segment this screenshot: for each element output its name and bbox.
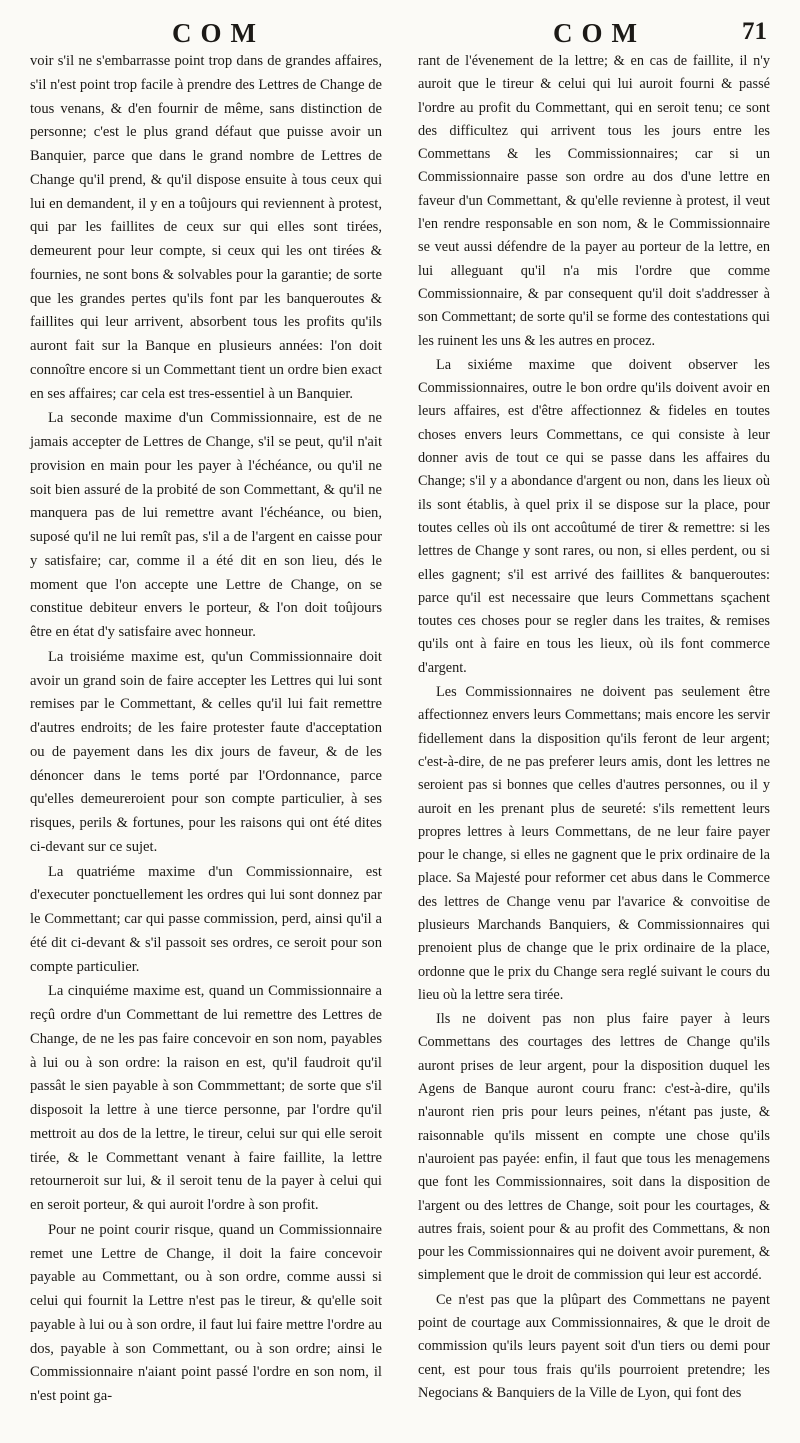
right-column: [418, 50, 770, 1405]
paragraph: Pour ne point courir risque, quand un Commissionnaire remet une Lettre de Change, il doit la faire concevoir payable au Commettant, ou à son ordre, comme aussi si celui qui fournit la Lettre n'est pas le tireur, & qu'elle soit payable à lui ou à son ordre, il faut lui faire mettre l'ordre au dos, payable à son Commettant, ou à son ordre; ainsi le Commissionnaire n'aiant point passé l'ordre en son nom, il n'est point ga-: [30, 1221, 382, 1404]
paragraph: Les Commissionnaires ne doivent pas seulement être affectionnez envers leurs Commettans; mais encore les servir fidellement dans la disposition qu'ils feront de leur argent; c'est-à-dire, de ne pas preferer leurs amis, dont les lettres ne seroient pas si bonnes que celles d'autres personnes, ou il y auroit en les prenant plus de seureté: s'ils remettent leurs propres lettres à leurs Commettans, de ne leur faire payer pour le change, si elles ne gagnent que le prix ordinaire de la place. Sa Majesté pour reformer cet abus dans le Commerce des lettres de Change venu par l'avarice & convoitise de plusieurs Marchands Banquiers, & Commissionnaires qui prenoient plus de change que le prix ordinaire de la place, ordonne que le prix du Change sera reglé suivant le cours du lieu où la lettre sera tirée.: [418, 684, 770, 1003]
running-head: [0, 18, 800, 54]
paragraph: voir s'il ne s'embarrasse point trop dans de grandes affaires, s'il n'est point trop facile à prendre des Lettres de Change de tous venans, & d'en fournir de même, sans distinction de personne; c'est le plus grand défaut que puisse avoir un Banquier, parce que dans le grand nombre de Lettres de Change qu'il prend, & qu'il dispose ensuite à tous ceux qui lui en demandent, il y en a toûjours qui reviennent à protest, qui par les faillites de ceux sur qui elles sont tirées, demeurent pour leur compte, si ceux qui les ont tirées & fournies, ne sont bons & solvables pour la garantie; de sorte que les grandes pertes qu'ils font par les banqueroutes & faillites qui leur arrivent, absorbent tous les profits qu'ils auront fait sur la Banque en plusieurs années: l'on doit connoître encore si un Commettant tient un ordre bien exact en ses affaires; car cela est tres-essentiel à un Banquier.: [30, 53, 382, 402]
paragraph: La troisiéme maxime est, qu'un Commissionnaire doit avoir un grand soin de faire accepter les Lettres qui lui sont remises par le Commettant, & celles qu'il lui fait remettre d'autres endroits; de les faire protester faute d'acceptation ou de payement dans les dix jours de faveur, & de les dénoncer dans le tems porté par l'Ordonnance, parce qu'elles demeureroient pour son compte particulier, à ses risques, perils & fortunes, pour les raisons qui ont été dites ci-devant sur ce sujet.: [30, 648, 382, 855]
paragraph: Ce n'est pas que la plûpart des Commettans ne payent point de courtage aux Commissionnaires, & que le droit de commission qu'ils leurs payent soit d'un tiers ou demi pour cent, est pour tous frais qu'ils pourroient pretendre; les Negocians & Banquiers de la Ville de Lyon, qui font des: [418, 1291, 770, 1401]
paragraph: La sixiéme maxime que doivent observer les Commissionnaires, outre le bon ordre qu'ils doivent avoir en leurs affaires, est d'être affectionnez & fideles en toutes choses envers leurs Commettans, ce qui consiste à leur donner avis de tout ce qui se passe dans les affaires du Change; s'il y a abondance d'argent ou non, dans les lieux où ils sont établis, à quel prix il se dispose sur la place, pour toutes celles où ils ont accoûtumé de tirer & remettre: si les lettres de Change y sont rares, ou non, si elles perdent, ou si elles gagnent; s'il est arrivé des faillites & banqueroutes: parce qu'il est necessaire que leurs Commettans sçachent toutes ces choses pour se regler dans les traites, & remises qu'ils ont à faire en tous les lieux, où ils font commerce d'argent.: [418, 356, 770, 676]
running-head-left: COM: [172, 18, 265, 48]
paragraph: Ils ne doivent pas non plus faire payer à leurs Commettans des courtages des lettres de Change qu'ils auront prises de leur argent, pour la disposition duquel les Agens de Banque auront couru franc: c'est-à-dire, qu'ils n'auront rien pris pour leurs peines, n'étant pas juste, & raisonnable qu'ils missent en compte une chose qu'ils n'auroient pas payée: enfin, il faut que tous les menagemens que font les Commissionnaires, soit dans la disposition de l'argent ou des lettres de Change, soit pour les courtages, & autres frais, soient pour & au profit des Commettans, & non pour les Commissionnaires qui ne doivent avoir purement, & simplement que le droit de commission qui leur est accordé.: [418, 1011, 770, 1284]
paragraph: La quatriéme maxime d'un Commissionnaire, est d'executer ponctuellement les ordres qui lui sont donnez par le Commettant; car qui passe commission, perd, ainsi qu'il a été dit ci-devant & s'il passoit ses ordres, ce seroit pour son compte particulier.: [30, 863, 382, 975]
running-head-right: COM: [553, 18, 646, 48]
paragraph: La cinquiéme maxime est, quand un Commissionnaire a reçû ordre d'un Commettant de lui remettre des Lettres de Change, de ne les pas faire concevoir en son nom, payables à lui ou à son ordre: la raison en est, qu'il faudroit qu'il passât le sien payable à son Commmettant; de sorte que s'il disposoit la lettre à une tierce personne, par l'ordre qu'il mettroit au dos de la lettre, le tireur, celui sur qui elle seroit tirée, & le Commettant venant à faire faillite, la lettre retourneroit sur lui, & il seroit tenu de la payer à celui qui en seroit porteur, & qui auroit l'ordre à son profit.: [30, 983, 382, 1213]
left-column: [30, 50, 382, 1409]
page-number: 71: [742, 18, 767, 45]
paragraph: La seconde maxime d'un Commissionnaire, est de ne jamais accepter de Lettres de Change, s'il se peut, qu'il n'ait provision en main pour les payer à l'échéance, ou qu'il ne soit bien assuré de la probité de son Commettant, & qu'il ne manquera pas de lui remettre avant l'échéance, ou bien, suposé qu'il ne lui remît pas, s'il a de l'argent en caisse pour y satisfaire; car, comme il a été dit en son lieu, dés le moment que l'on accepte une Lettre de Change, on se constitue debiteur envers le porteur, & l'on doit toûjours être en état d'y satisfaire avec honneur.: [30, 410, 382, 640]
paragraph: rant de l'évenement de la lettre; & en cas de faillite, il n'y auroit que le tireur & celui qui lui auroit fourni & passé l'ordre au profit du Commettant, qui en seroit tenu; ce sont des difficultez qui arrivent tous les jours entre les Commettans & les Commissionnaires; car si un Commissionnaire passe son ordre au dos d'une lettre en faveur d'un Commettant, & qu'elle revienne à protest, il veut l'en rendre responsable en son nom, & le Commissionnaire se veut aussi défendre de la payer au porteur de la lettre, en lui alleguant qu'il n'a mis l'ordre que comme Commissionnaire, & par consequent qu'il doit s'addresser à son Commettant; de sorte qu'il se forme des contestations qui les ruinent les uns & les autres en procez.: [418, 53, 770, 349]
